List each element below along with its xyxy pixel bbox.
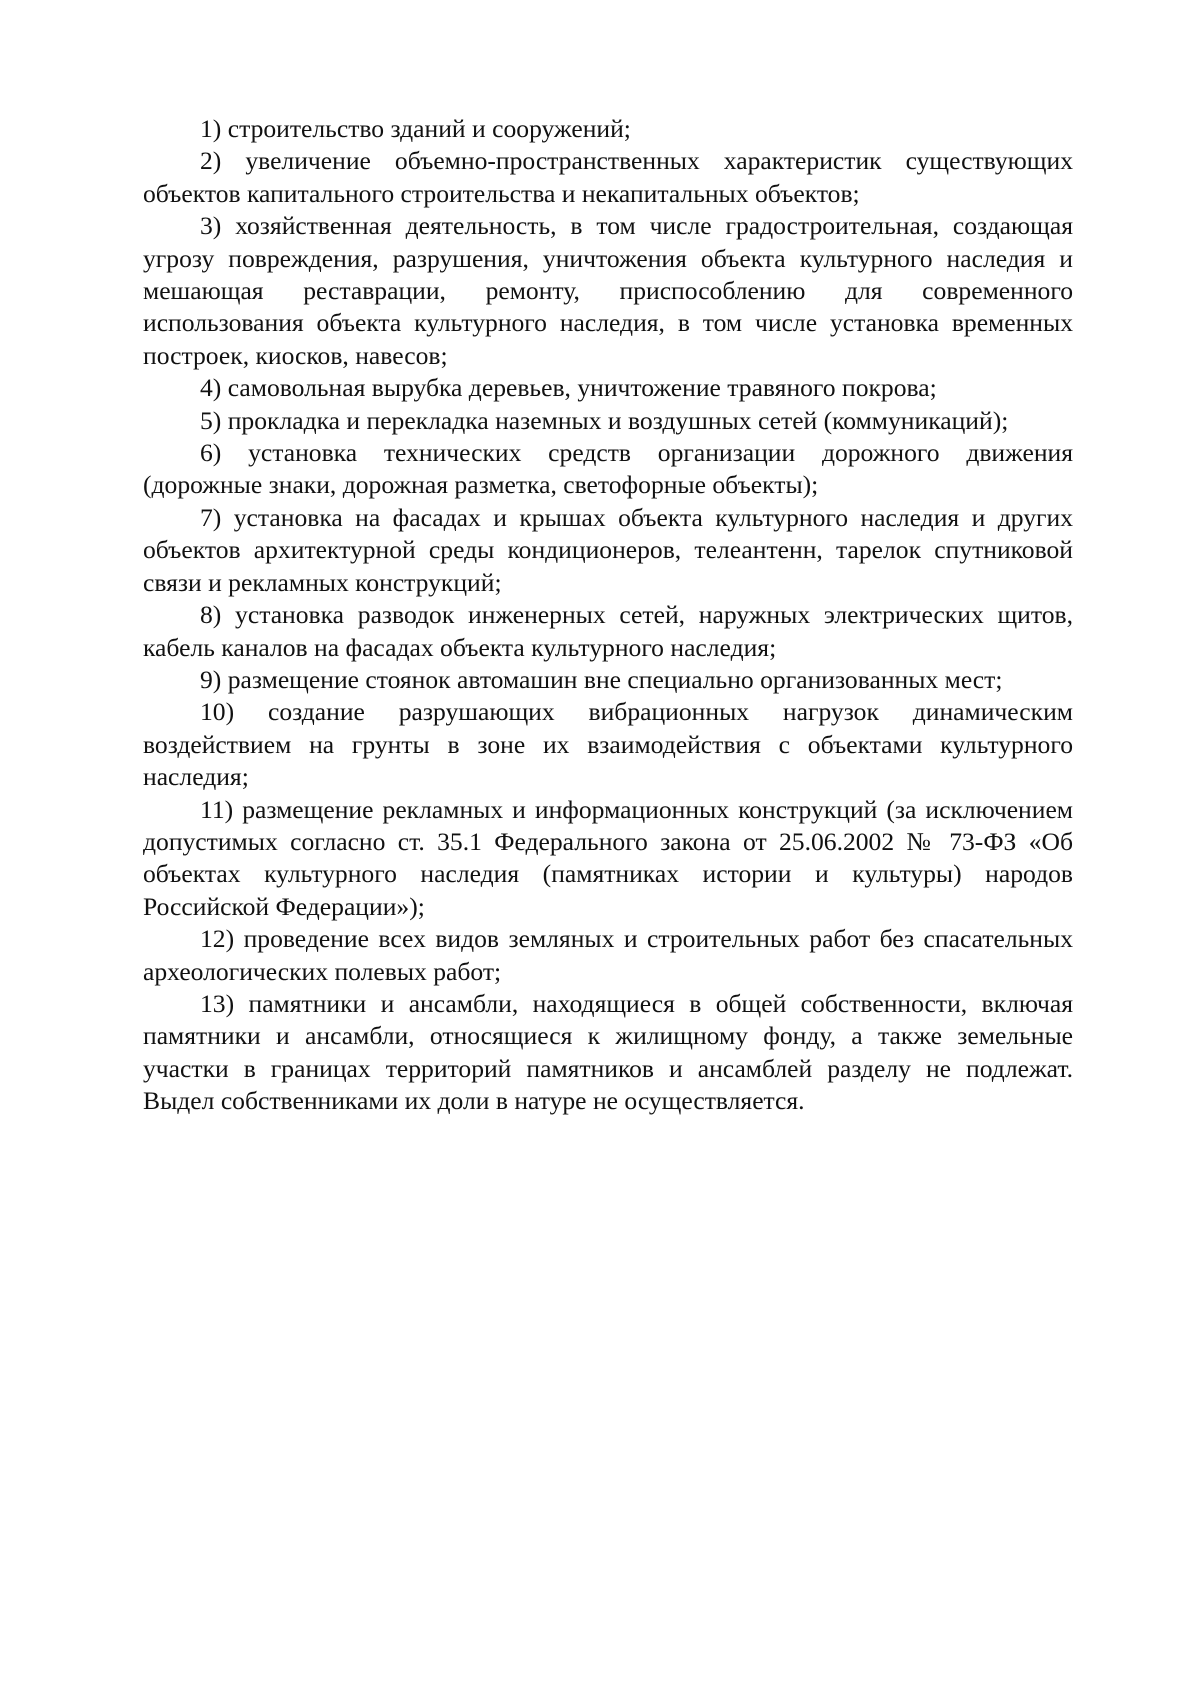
- list-item-13: 13) памятники и ансамбли, находящиеся в общей собственности, включая памятники и ансамбли, относящиеся к жилищному фонду, а также земельные участки в границах территорий памятников и ансамблей разделу не подлежат. Выдел собственниками их доли в натуре не осуществляется.: [143, 988, 1073, 1116]
- list-item-4: 4) самовольная вырубка деревьев, уничтожение травяного покрова;: [200, 373, 937, 403]
- list-item-2: 2) увеличение объемно-пространственных характеристик существующих объектов капитального строительства и некапитальных объектов;: [143, 146, 1073, 208]
- list-item-1: 1) строительство зданий и сооружений;: [200, 114, 631, 143]
- list-item-12: 12) проведение всех видов земляных и строительных работ без спасательных археологических полевых работ;: [143, 924, 1073, 986]
- list-item-10: 10) создание разрушающих вибрационных нагрузок динамическим воздействием на грунты в зоне их взаимодействия с объектами культурного наследия;: [143, 697, 1073, 792]
- list-item-11: 11) размещение рекламных и информационных конструкций (за исключением допустимых согласно ст. 35.1 Федерального закона от 25.06.2002 № 73-ФЗ «Об объектах культурного наследия (памятниках истории и культуры) народов Российской Федерации»);: [143, 794, 1073, 921]
- list-item-6: 6) установка технических средств организации дорожного движения (дорожные знаки, дорожная разметка, светофорные объекты);: [143, 438, 1073, 500]
- list-item-8: 8) установка разводок инженерных сетей, наружных электрических щитов, кабель каналов на фасадах объекта культурного наследия;: [143, 600, 1073, 662]
- list-item-9: 9) размещение стоянок автомашин вне специально организованных мест;: [200, 664, 1003, 694]
- list-item-5: 5) прокладка и перекладка наземных и воздушных сетей (коммуникаций);: [200, 405, 1009, 435]
- list-item-7: 7) установка на фасадах и крышах объекта культурного наследия и других объектов архитектурной среды кондиционеров, телеантенн, тарелок спутниковой связи и рекламных конструкций;: [143, 502, 1073, 597]
- document-body: [143, 113, 1073, 1118]
- list-item-3: 3) хозяйственная деятельность, в том числе градостроительная, создающая угрозу повреждения, разрушения, уничтожения объекта культурного наследия и мешающая реставрации, ремонту, приспособлению для современного использования объекта культурного наследия, в том числе установка временных построек, киосков, навесов;: [143, 211, 1073, 370]
